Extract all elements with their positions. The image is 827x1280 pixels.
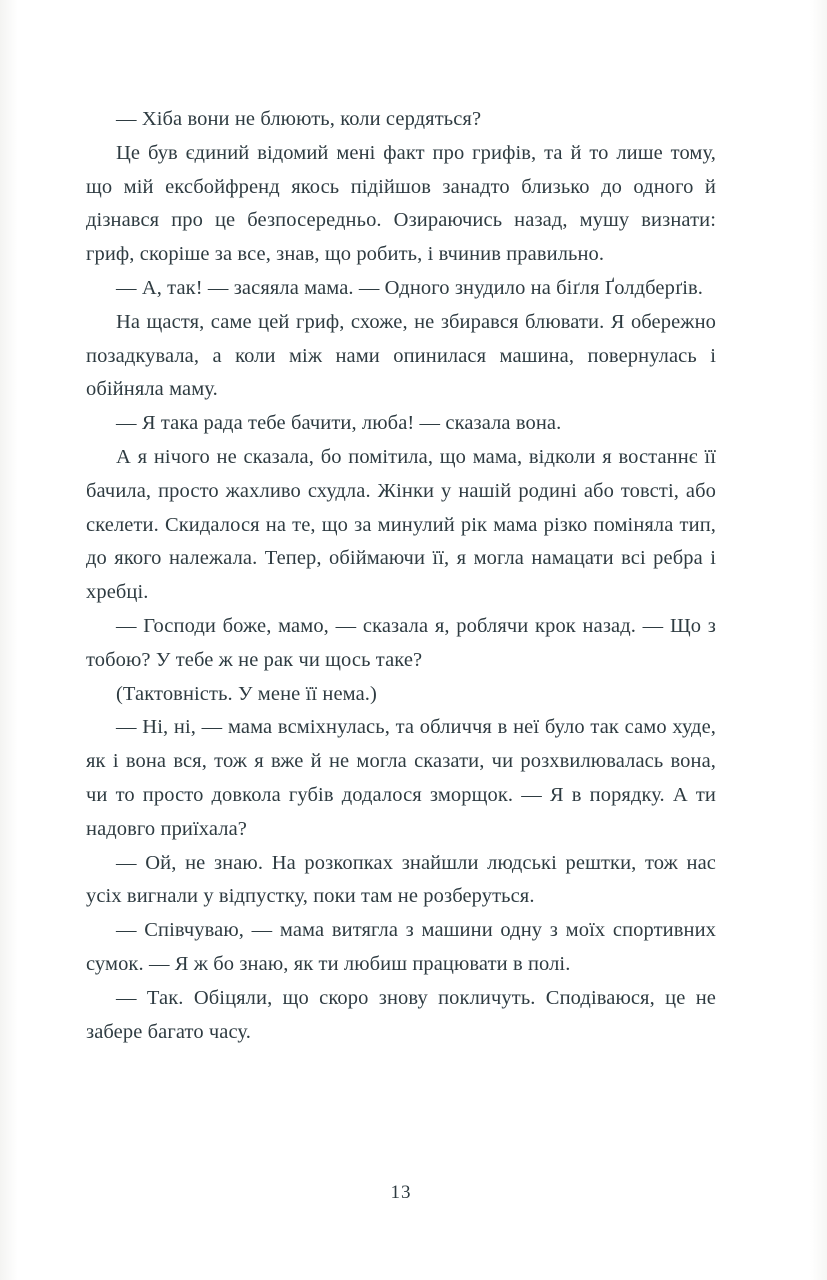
page-number: 13 <box>390 1182 412 1203</box>
paragraph: — Ні, ні, — мама всміхнулась, та обличчя в неї було так само худе, як і вона вся, тож я вже й не могла сказати, чи розхвилювалась вона, чи то просто довкола губів додалося зморщок. — Я в порядку. А ти надовго приїхала? <box>86 716 716 840</box>
paragraph: — Ой, не знаю. На розкопках знайшли людські рештки, тож нас усіх вигнали у відпустку, поки там не розберуться. <box>86 851 716 908</box>
paragraph: — Співчуваю, — мама витягла з машини одну з моїх спортивних сумок. — Я ж бо знаю, як ти любиш працювати в полі. <box>86 919 716 975</box>
paragraph: — Хіба вони не блюють, коли сердяться? <box>116 108 482 130</box>
body-text <box>86 103 716 1049</box>
paragraph: Це був єдиний відомий мені факт про грифів, та й то лише тому, що мій ексбойфренд якось підійшов занадто близько до одного й дізнався про це безпосередньо. Озираючись назад, мушу визнати: гриф, скоріше за все, знав, що робить, і вчинив правильно. <box>86 141 716 266</box>
paragraph: А я нічого не сказала, бо помітила, що мама, відколи я востаннє її бачила, просто жахливо схудла. Жінки у нашій родині або товсті, або скелети. Скидалося на те, що за минулий рік мама різко поміняла тип, до якого належала. Тепер, обіймаючи її, я могла намацати всі ребра і хребці. <box>86 445 716 604</box>
paragraph: — А, так! — засяяла мама. — Одного знудило на біґля Ґолдберґів. <box>116 276 704 299</box>
paragraph: (Тактовність. У мене її нема.) <box>116 682 377 705</box>
paragraph: — Я така рада тебе бачити, люба! — сказала вона. <box>116 412 562 435</box>
paragraph: На щастя, саме цей гриф, схоже, не збирався блювати. Я обережно позадкувала, а коли між нами опинилася машина, повернулась і обійняла маму. <box>86 310 716 401</box>
paragraph: — Господи боже, мамо, — сказала я, роблячи крок назад. — Що з тобою? У тебе ж не рак чи щось таке? <box>86 614 716 671</box>
paragraph: — Так. Обіцяли, що скоро знову покличуть. Сподіваюся, це не забере багато часу. <box>86 986 716 1043</box>
